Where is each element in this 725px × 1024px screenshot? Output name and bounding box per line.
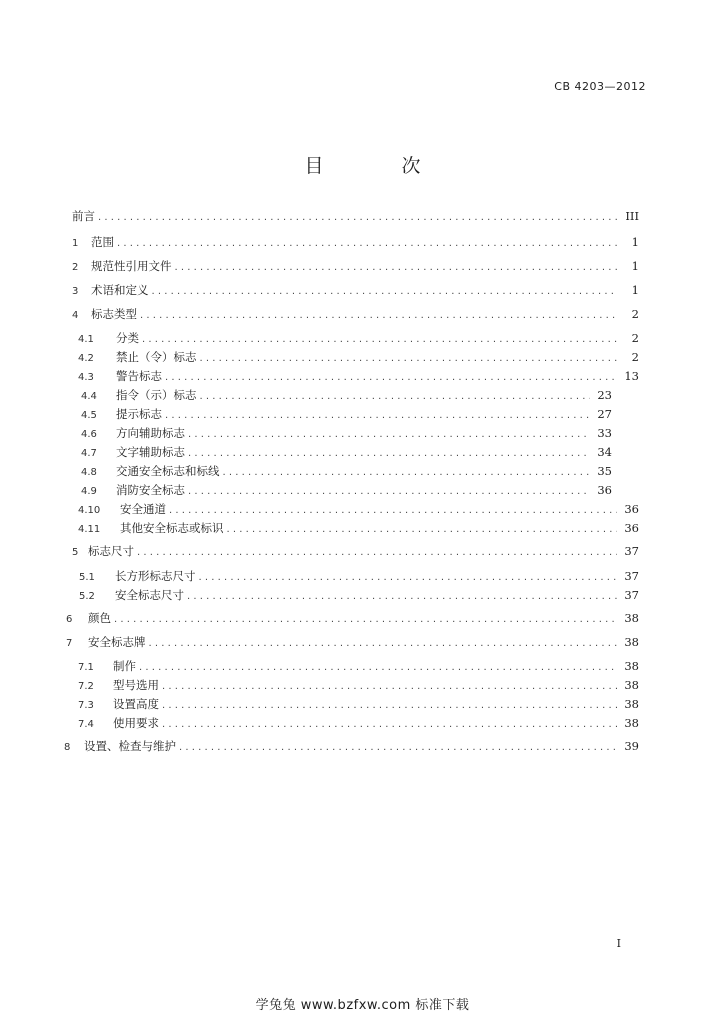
- toc-entry-page: 1: [631, 259, 639, 273]
- toc-entry-7-2[interactable]: [78, 678, 639, 694]
- toc-entry-4-2[interactable]: [78, 350, 639, 366]
- toc-leader-dots: [200, 352, 618, 366]
- toc-entry-label: 设置、检查与维护: [84, 739, 176, 753]
- toc-entry-number: 1: [72, 238, 79, 249]
- toc-entry-number: 4.7: [81, 448, 97, 459]
- toc-leader-dots: [162, 699, 617, 713]
- toc-entry-label: 文字辅助标志: [116, 445, 185, 459]
- toc-entry-number: 7.1: [78, 662, 94, 673]
- toc-entry-page: 35: [597, 464, 612, 478]
- toc-entry-number: 2: [72, 262, 79, 273]
- toc-entry-4-7[interactable]: [81, 445, 612, 461]
- toc-leader-dots: [200, 390, 591, 404]
- toc-entry-number: 4.4: [81, 391, 97, 402]
- toc-entry-label: 其他安全标志或标识: [120, 521, 224, 535]
- toc-entry-page: 38: [624, 716, 639, 730]
- toc-entry-page: 38: [624, 659, 639, 673]
- toc-entry-page: 34: [597, 445, 612, 459]
- toc-entry-8[interactable]: [64, 739, 639, 755]
- toc-entry-6[interactable]: [66, 611, 639, 627]
- toc-entry-page: 36: [624, 502, 639, 516]
- footer-watermark-text[interactable]: 学兔兔 www.bzfxw.com 标准下载: [255, 998, 470, 1013]
- toc-entry-number: 3: [72, 286, 79, 297]
- toc-leader-dots: [227, 523, 618, 537]
- toc-entry-number: 7.2: [78, 681, 94, 692]
- toc-entry-page: 37: [624, 544, 639, 558]
- toc-entry-7-4[interactable]: [78, 716, 639, 732]
- toc-entry-number: 4.3: [78, 372, 94, 383]
- toc-leader-dots: [175, 261, 618, 275]
- toc-leader-dots: [179, 741, 617, 755]
- toc-entry-number: 6: [66, 614, 73, 625]
- toc-entry-number: 5.1: [79, 572, 95, 583]
- toc-entry-4-11[interactable]: [78, 521, 639, 537]
- toc-leader-dots: [188, 485, 590, 499]
- page-number: I: [616, 937, 621, 950]
- toc-entry-7[interactable]: [66, 635, 639, 651]
- toc-entry-label: 制作: [113, 659, 136, 673]
- toc-entry-4-9[interactable]: [81, 483, 612, 499]
- toc-entry-label: 安全标志尺寸: [115, 588, 184, 602]
- toc-leader-dots: [169, 504, 617, 518]
- toc-entry-5-1[interactable]: [79, 569, 639, 585]
- toc-entry-label: 安全标志牌: [88, 635, 146, 649]
- toc-entry-number: 8: [64, 742, 71, 753]
- page-title: 目 次: [304, 155, 457, 177]
- toc-entry-foreword[interactable]: [72, 209, 639, 225]
- toc-entry-page: 13: [624, 369, 639, 383]
- toc-leader-dots: [223, 466, 591, 480]
- toc-entry-page: 38: [624, 611, 639, 625]
- toc-entry-label: 交通安全标志和标线: [116, 464, 220, 478]
- toc-entry-2[interactable]: [72, 259, 639, 275]
- toc-leader-dots: [199, 571, 618, 585]
- toc-entry-4-8[interactable]: [81, 464, 612, 480]
- toc-entry-number: 7.4: [78, 719, 94, 730]
- toc-entry-page: 36: [597, 483, 612, 497]
- toc-entry-number: 4.5: [81, 410, 97, 421]
- toc-entry-1[interactable]: [72, 235, 639, 251]
- toc-entry-label: 禁止（令）标志: [116, 350, 197, 364]
- toc-leader-dots: [162, 680, 617, 694]
- toc-entry-number: 4.8: [81, 467, 97, 478]
- toc-entry-5[interactable]: [72, 544, 639, 560]
- toc-entry-4-4[interactable]: [81, 388, 612, 404]
- toc-entry-4-5[interactable]: [81, 407, 612, 423]
- toc-entry-label: 前言: [72, 209, 95, 223]
- toc-leader-dots: [187, 590, 617, 604]
- toc-entry-number: 4: [72, 310, 79, 321]
- toc-entry-3[interactable]: [72, 283, 639, 299]
- toc-entry-label: 设置高度: [113, 697, 159, 711]
- toc-entry-number: 7.3: [78, 700, 94, 711]
- toc-entry-4-10[interactable]: [78, 502, 639, 518]
- toc-entry-number: 4.11: [78, 524, 101, 535]
- toc-leader-dots: [188, 447, 590, 461]
- toc-entry-number: 5.2: [79, 591, 95, 602]
- toc-entry-label: 颜色: [88, 611, 111, 625]
- toc-entry-page: 36: [624, 521, 639, 535]
- toc-entry-number: 4.6: [81, 429, 97, 440]
- toc-entry-number: 5: [72, 547, 79, 558]
- toc-leader-dots: [149, 637, 618, 651]
- toc-entry-number: 4.2: [78, 353, 94, 364]
- toc-entry-page: 27: [597, 407, 612, 421]
- toc-entry-label: 型号选用: [113, 678, 159, 692]
- toc-leader-dots: [117, 237, 617, 251]
- toc-entry-4-6[interactable]: [81, 426, 612, 442]
- toc-entry-4-3[interactable]: [78, 369, 639, 385]
- toc-entry-page: 2: [631, 350, 639, 364]
- toc-entry-label: 消防安全标志: [116, 483, 185, 497]
- toc-entry-number: 4.1: [78, 334, 94, 345]
- toc-entry-page: 33: [597, 426, 612, 440]
- toc-entry-label: 提示标志: [116, 407, 162, 421]
- toc-leader-dots: [137, 546, 617, 560]
- toc-entry-page: 37: [624, 588, 639, 602]
- toc-entry-5-2[interactable]: [79, 588, 639, 604]
- toc-entry-page: III: [625, 209, 639, 223]
- toc-entry-number: 4.10: [78, 505, 101, 516]
- toc-entry-label: 标志尺寸: [88, 544, 134, 558]
- standard-code: CB 4203—2012: [554, 80, 646, 93]
- toc-entry-label: 长方形标志尺寸: [115, 569, 196, 583]
- toc-leader-dots: [139, 661, 617, 675]
- toc-entry-7-1[interactable]: [78, 659, 639, 675]
- toc-leader-dots: [114, 613, 617, 627]
- toc-leader-dots: [140, 309, 617, 323]
- toc-leader-dots: [98, 211, 617, 225]
- toc-leader-dots: [188, 428, 590, 442]
- toc-entry-page: 38: [624, 635, 639, 649]
- toc-entry-number: 4.9: [81, 486, 97, 497]
- toc-entry-page: 23: [597, 388, 612, 402]
- toc-leader-dots: [165, 371, 617, 385]
- toc-entry-page: 2: [631, 331, 639, 345]
- toc-leader-dots: [152, 285, 618, 299]
- toc-entry-label: 安全通道: [120, 502, 166, 516]
- toc-entry-label: 警告标志: [116, 369, 162, 383]
- toc-entry-label: 范围: [91, 235, 114, 249]
- toc-entry-label: 术语和定义: [91, 283, 149, 297]
- toc-entry-4-1[interactable]: [78, 331, 639, 347]
- toc-leader-dots: [165, 409, 590, 423]
- toc-entry-label: 指令（示）标志: [116, 388, 197, 402]
- toc-entry-label: 规范性引用文件: [91, 259, 172, 273]
- toc-entry-page: 38: [624, 678, 639, 692]
- toc-entry-7-3[interactable]: [78, 697, 639, 713]
- toc-entry-page: 37: [624, 569, 639, 583]
- table-of-contents: [64, 0, 639, 1024]
- toc-entry-label: 使用要求: [113, 716, 159, 730]
- toc-entry-label: 方向辅助标志: [116, 426, 185, 440]
- toc-entry-page: 2: [631, 307, 639, 321]
- toc-entry-page: 1: [631, 235, 639, 249]
- toc-entry-page: 1: [631, 283, 639, 297]
- toc-entry-label: 标志类型: [91, 307, 137, 321]
- toc-leader-dots: [162, 718, 617, 732]
- toc-entry-page: 38: [624, 697, 639, 711]
- toc-leader-dots: [142, 333, 617, 347]
- toc-entry-label: 分类: [116, 331, 139, 345]
- toc-entry-page: 39: [624, 739, 639, 753]
- toc-entry-4[interactable]: [72, 307, 639, 323]
- toc-entry-number: 7: [66, 638, 73, 649]
